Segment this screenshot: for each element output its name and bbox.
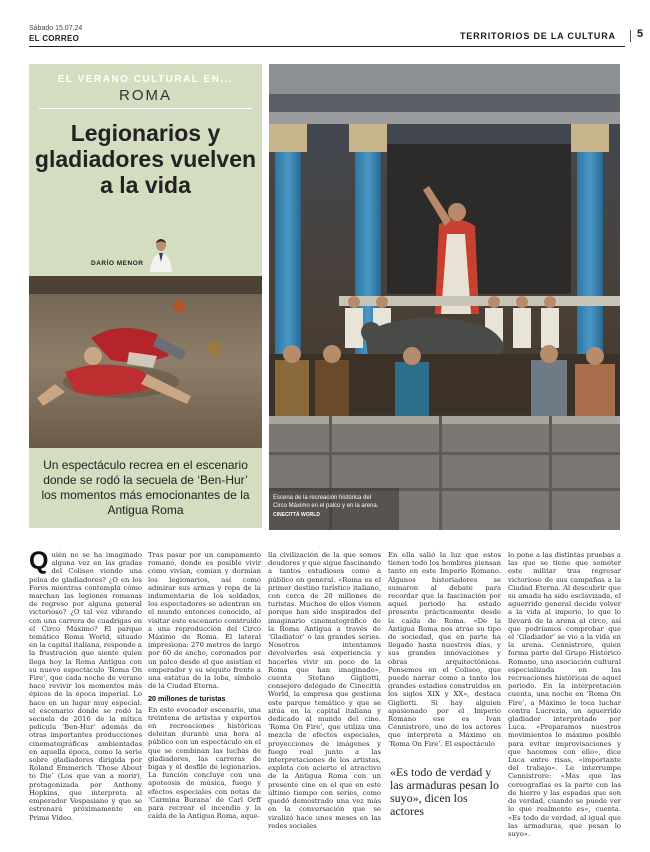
author-name: DARÍO MENOR: [91, 260, 144, 267]
article-column-2: [148, 551, 261, 821]
gladiator-fight-photo: [29, 276, 262, 448]
drop-cap: Q: [29, 547, 49, 575]
subhead: Un espectáculo recrea en el escenario donde se rodó la secuela de ‘Ben-Hur’ los momentos más emocionantes de la Antigua Roma: [41, 458, 250, 517]
photo-caption-text: Escena de la recreación histórica del Circo Máximo en el palco y en la arena.: [273, 495, 379, 509]
photo-caption: [273, 494, 383, 519]
city-label: ROMA: [119, 87, 172, 104]
article-paragraph: En ella salió la luz que estos tienen todo los hombres piensan tanto en este Imperio Romano. Algunos historiadores se sumaron al debate para recordar que la fascinación por aquel periodo ha estado presente prácticamente desde la caída de Roma. «De la Antigua Roma nos atrae su tipo de sociedad, que en parte ha llegado hasta nuestros días, y sus grandes innovaciones y obras arquitectónicas. Pensemos en el Coliseo, que puede narrar como a tanto los grandes estadios construidos en los siglos XIX y XX», destaca Gigliotti. Si hay alguien apasionado por el Imperio Romano ese es Ivan Cennistrore, uno de los actores que interpreta a Máximo en ‘Roma On Fire’. El espectáculo: [388, 551, 501, 748]
masthead: [29, 25, 644, 47]
masthead-divider: [630, 30, 631, 42]
newspaper-name: EL CORREO: [29, 34, 80, 43]
feature-panel: [29, 64, 262, 528]
pull-quote: «Es todo de verdad y las armaduras pesan lo suyo», dicen los actores: [390, 765, 499, 818]
article-paragraph: lla civilización de la que somos deudores y que sigue fascinando a tantos estudiosos como a público en general. «Roma es el primer destino turístico italiano, con cerca de 20 millones de turistas. Muchos de ellos vienen porque han sido inspirados del imaginario cinematográfico de la Roma Antigua a través de ‘Gladiator’ o las grandes series. Nosotros intentamos devolverles esa experiencia y hacerles vivir un poco de la Roma que han imaginado», cuenta Stefano Gigliotti, consejero delegado de Cinecittà World, la empresa que gestiona este parque temático y que se sitúa en la capital italiana y dedicado al mundo del cine. ‘Roma On Fire’, que utiliza una mezcla de efectos especiales, proyecciones de imágenes y fuego real junto a las interpretaciones de los artistas, explota con acierto el atractivo de la Antigua Roma con un presente cine en el que en este último tiempo con series, como quedó demostrado una vez más en la conversación que se viralizó hace unos meses en las redes sociales: [268, 551, 381, 830]
article-column-4: [388, 551, 501, 761]
article-column-3: [268, 551, 381, 830]
page-number: 5: [637, 28, 644, 40]
circus-maximus-stage-photo: [269, 64, 620, 530]
article-paragraph: En este evocador escenario, una treintena de artistas y expertos en recreaciones históricas deleitan durante una hora al público con un espectáculo en el que se combinan las luchas de gladiadores, las carreras de bigas y el desfile de legionarios. La función concluye con una apoteosis de música, fuego y efectos especiales con notas de ‘Carmina Burana’ de Carl Orff para recrear el incendio y la caída de la Antigua Roma, aque-: [148, 705, 261, 821]
author-photo: [146, 234, 176, 272]
article-paragraph: lo pone a las distintas pruebas a las que se tiene que someter este militar tras regresar victorioso de sus campañas a la Ciudad Eterna. Al descubrir que su amada ha sido esclavizada, el aguerrido general decide volver a la vida al imperio, lo que lo llevará de la arena al circo, así que podríamos comprobar que el ‘Gladiador’ se vio a la vida en la arena. Cennistrore, quien forma parte del Grupo Histórico Romano, una asociación cultural especializada en las recreaciones históricas de aquel periodo. En la interpretación cuenta, una noche en ‘Roma On Fire’, a Máximo le toca luchar contra Lucrezia, un aguerrido gladiador interpretado por Luca. «Preparamos nuestros movimientos lo máximo posible para evitar improvisaciones y que hacemos con ello», dice Luca entre risas, «importante del trabajo». Le interrumpe Cennistrore: «Más que las coreografías es la parte con las de hierro y las espadas que son de verdad, cuando se puede ver lo que realmente es», cuenta. «Es todo de verdad, al igual que las armaduras, que pesan lo suyo».: [508, 551, 621, 838]
kicker: EL VERANO CULTURAL EN...: [57, 74, 234, 85]
article-paragraph: Tras pasar por un campamento romano, donde es posible vivir cómo vivían, comían y dormían los legionarios, así como admirar sus armas y ropa de la indumentaria de los soldados, los espectadores se adentran en el mundo entonces conocido, al visitar este escenario construido a una reproducción del Circo Máximo de Roma. El lateral impresiona: 270 metros de largo por 60 de ancho, coronados por un palco desde el que asistían el emperador y su séquito frente a una estatua de la loba, símbolo de la Ciudad Eterna.: [148, 551, 261, 691]
article-column-1: [29, 547, 142, 822]
kicker-divider: [39, 108, 252, 109]
article-subtitle: 20 millones de turistas: [148, 694, 226, 704]
headline: Legionarios y gladiadores vuelven a la vida: [34, 120, 257, 198]
article-paragraph: uién no se ha imaginado alguna vez en las gradas del Coliseo viendo una pelea de gladiadores? ¿O en los Foros mientras contempla cómo marchan las legiones romanas de regreso por alguna general victorioso? ¿O tal vez vibrando con una carrera de cuadrigas en el Circo Máximo? El parque temático Roma World, situado en la capital italiana, responde a la frustración que siente quien llega hoy la Roma Antigua con su nuevo espectáculo ‘Roma On Fire’, que cada noche de verano hace revivir los momentos más épicos de la época imperial. Lo hace en un lugar muy especial: el escenario donde se rodó la secuela de 2016 de la mítica película ‘Ben-Hur’ además de otras importantes producciones cinematográficas ambientadas en aquella época, como la serie sobre gladiadores dirigida por Roland Emmerich ‘Those About to Die’ (Los que van a morir), protagonizada por Anthony Hopkins, que interpreta al emperador Vespasiano y que se estrenará próximamente en Prime Video.: [29, 551, 142, 822]
article-column-5: [508, 551, 621, 838]
photo-credit: CINECITTÀ WORLD: [273, 512, 320, 518]
issue-date: Sábado 15.07.24: [29, 25, 83, 32]
section-title: TERRITORIOS DE LA CULTURA: [460, 31, 616, 41]
